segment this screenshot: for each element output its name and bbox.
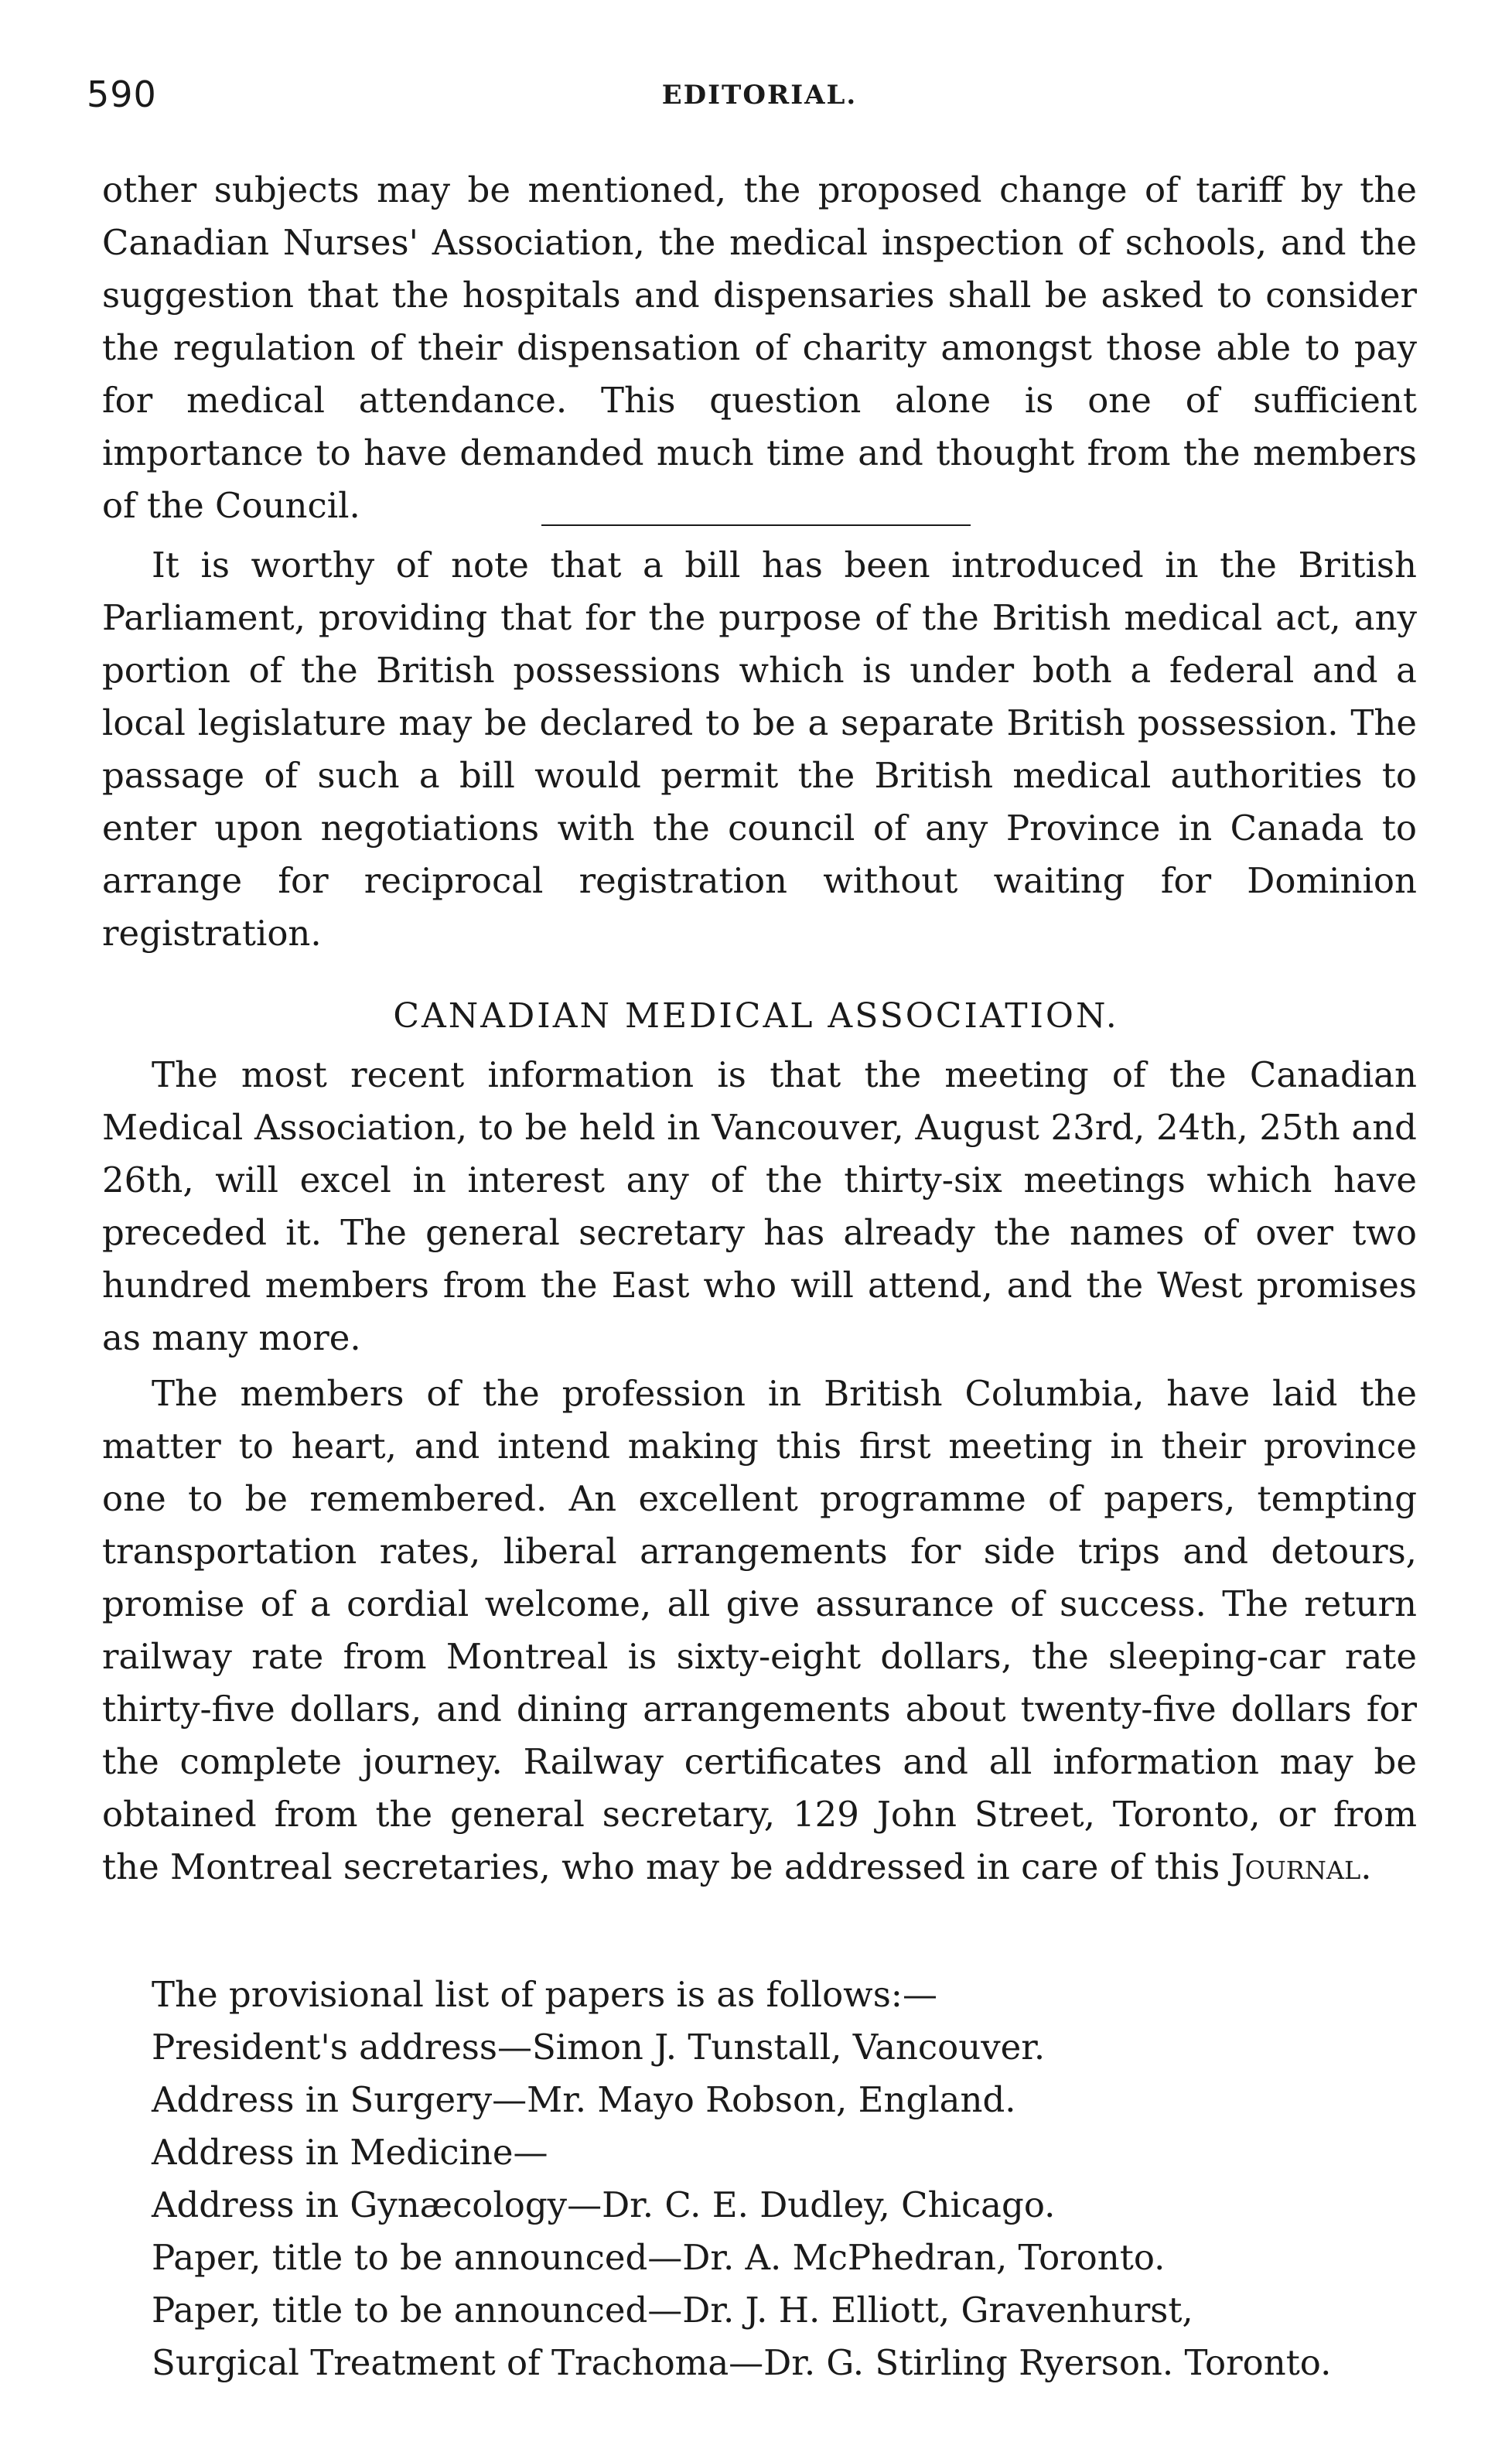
running-title: EDITORIAL. bbox=[661, 80, 858, 111]
list-item: Paper, title to be announced—Dr. A. McPhedran, Toronto. bbox=[152, 2237, 1166, 2278]
paragraph-text: The most recent information is that the meeting of the Canadian Medical Association, to be held in Vancouver, August 23rd, 24th, 25th and 26th, will excel in interest any of the thirty-six meetings which have preceded it. The general secretary has already the names of over two hundred members from the East who will attend, and the West promises as many more. bbox=[102, 1054, 1417, 1358]
paragraph-council bbox=[102, 164, 1417, 532]
paragraph-british-bill bbox=[102, 539, 1417, 960]
papers-list bbox=[152, 1969, 1435, 2389]
paragraph-text: It is worthy of note that a bill has been introduced in the British Parliament, providing that for the purpose of the British medical act, any portion of the British possessions which is under both a federal and a local legislature may be declared to be a separate British possession. The passage of such a bill would permit the British medical authorities to enter upon negotiations with the council of any Province in Canada to arrange for reciprocal registration without waiting for Dominion registration. bbox=[102, 545, 1417, 954]
paragraph-british-columbia bbox=[102, 1368, 1417, 1894]
paragraph-meeting-info bbox=[102, 1049, 1417, 1364]
running-head bbox=[87, 73, 1432, 128]
list-item: Address in Gynæcology—Dr. C. E. Dudley, Chicago. bbox=[152, 2184, 1056, 2225]
section-heading: CANADIAN MEDICAL ASSOCIATION. bbox=[393, 996, 1119, 1036]
list-item: President's address—Simon J. Tunstall, Vancouver. bbox=[152, 2027, 1046, 2068]
paragraph-body: The members of the profession in British Columbia, have laid the matter to heart, and intend making this first meeting in their province one to be remembered. An excellent programme of papers, tempting transportation rates, liberal arrangements for side trips and detours, promise of a cordial welcome, all give assurance of success. The return railway rate from Montreal is sixty-eight dollars, the sleeping-car rate thirty-five dollars, and dining arrangements about twenty-five dollars for the complete journey. Railway certificates and all information may be obtained from the general secretary, 129 John Street, Toronto, or from the Montreal secretaries, who may be addressed in care of this bbox=[102, 1373, 1417, 1887]
list-item: Paper, title to be announced—Dr. J. H. Elliott, Gravenhurst, bbox=[152, 2290, 1193, 2331]
journal-name: Journal. bbox=[1230, 1846, 1372, 1887]
page-number: 590 bbox=[87, 73, 157, 115]
section-divider-rule bbox=[541, 524, 971, 526]
list-item: Address in Surgery—Mr. Mayo Robson, England. bbox=[152, 2079, 1016, 2120]
list-item: Surgical Treatment of Trachoma—Dr. G. Stirling Ryerson. Toronto. bbox=[152, 2342, 1332, 2383]
list-item: Address in Medicine— bbox=[152, 2132, 548, 2173]
list-intro: The provisional list of papers is as follows:— bbox=[152, 1974, 937, 2015]
paragraph-text: other subjects may be mentioned, the proposed change of tariff by the Canadian Nurses' Association, the medical inspection of schools, and the suggestion that the hospitals and dispensaries shall be asked to consider the regulation of their dispensation of charity amongst those able to pay for medical attendance. This question alone is one of sufficient importance to have demanded much time and thought from the members of the Council. bbox=[102, 169, 1417, 526]
paragraph-text bbox=[102, 1368, 1417, 1894]
